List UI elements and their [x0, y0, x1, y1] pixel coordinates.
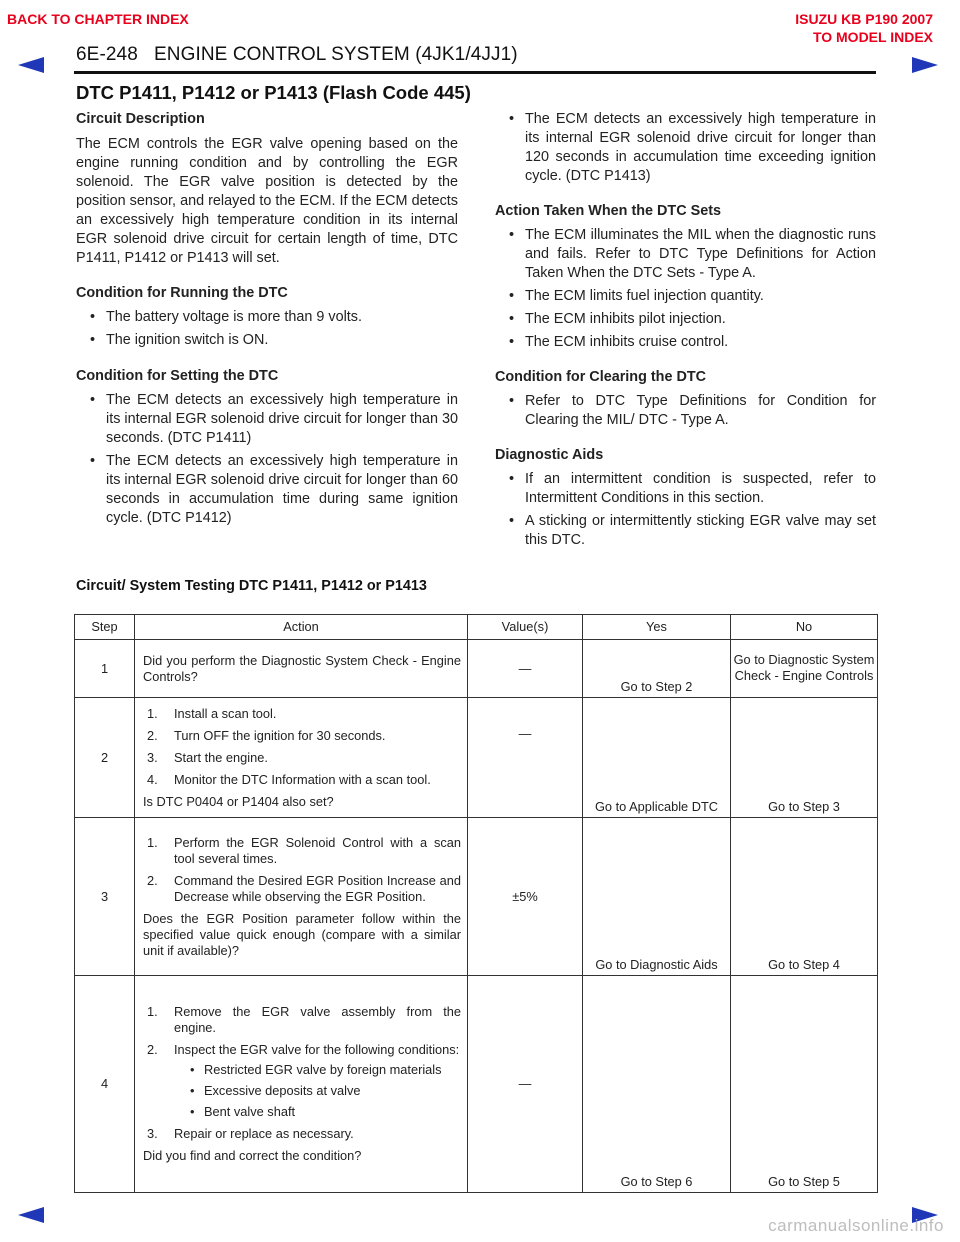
- value-cell: ±5%: [468, 818, 583, 976]
- yes-cell: Go to Step 2: [583, 640, 731, 698]
- condition-setting-list-continued: [495, 110, 876, 186]
- step-list: [143, 1004, 461, 1142]
- header-yes: Yes: [583, 615, 731, 640]
- table-row: [75, 818, 878, 976]
- step-question: Did you find and correct the condition?: [143, 1148, 362, 1163]
- header-rule: [74, 71, 876, 74]
- list-item: 1. Install a scan tool.: [147, 705, 277, 721]
- list-item: • The ignition switch is ON.: [90, 332, 269, 348]
- header-action: Action: [135, 615, 468, 640]
- list-item: • If an intermittent condition is suspected, refer to Intermittent Conditions in this section.: [509, 471, 876, 506]
- action-cell: [135, 640, 468, 698]
- value-cell: —: [468, 698, 583, 818]
- back-to-chapter-index-link[interactable]: BACK TO CHAPTER INDEX: [7, 11, 189, 27]
- table-row: [75, 640, 878, 698]
- circuit-testing-title: Circuit/ System Testing DTC P1411, P1412 or P1413: [76, 578, 427, 594]
- action-taken-list: [495, 226, 876, 352]
- section-heading-circuit-description: Circuit Description: [76, 111, 205, 127]
- list-item: • Bent valve shaft: [190, 1104, 296, 1119]
- step-question: Did you perform the Diagnostic System Check - Engine Controls?: [143, 652, 461, 684]
- list-item: 3. Start the engine.: [147, 749, 268, 765]
- condition-clearing-list: [495, 392, 876, 430]
- action-cell: [135, 818, 468, 976]
- section-heading-diagnostic-aids: Diagnostic Aids: [495, 447, 604, 463]
- step-question: Is DTC P0404 or P1404 also set?: [143, 793, 334, 809]
- list-item: • The ECM inhibits cruise control.: [509, 334, 729, 350]
- action-cell: [135, 698, 468, 818]
- section-heading-condition-setting: Condition for Setting the DTC: [76, 368, 279, 384]
- list-item: 4. Monitor the DTC Information with a scan tool.: [147, 771, 431, 787]
- header-step: Step: [75, 615, 135, 640]
- list-item: • Refer to DTC Type Definitions for Condition for Clearing the MIL/ DTC - Type A.: [509, 393, 876, 428]
- to-model-index-link[interactable]: TO MODEL INDEX: [812, 29, 933, 45]
- step-number: 4: [75, 976, 135, 1193]
- section-heading-condition-clearing: Condition for Clearing the DTC: [495, 369, 707, 385]
- prev-page-arrow-icon[interactable]: [18, 57, 44, 73]
- yes-cell: Go to Applicable DTC: [583, 698, 731, 818]
- list-item: 2. Turn OFF the ignition for 30 seconds.: [147, 727, 386, 743]
- step-number: 1: [75, 640, 135, 698]
- list-item: 1. Remove the EGR valve assembly from the engine.: [147, 1004, 461, 1035]
- section-heading-action-taken: Action Taken When the DTC Sets: [495, 203, 722, 219]
- list-item: 2. Command the Desired EGR Position Increase and Decrease while observing the EGR Position.: [147, 872, 461, 904]
- table-row: [75, 976, 878, 1193]
- no-cell: Go to Step 3: [731, 698, 878, 818]
- table-header-row: [75, 615, 878, 640]
- list-item: • The ECM detects an excessively high temperature in its internal EGR solenoid drive circuit for longer than 60 seconds in accumulation time during same ignition cycle. (DTC P1412): [90, 453, 458, 526]
- condition-sublist: [174, 1062, 461, 1120]
- list-item: • Excessive deposits at valve: [190, 1083, 361, 1098]
- no-cell: Go to Step 5: [731, 976, 878, 1193]
- step-question: Does the EGR Position parameter follow within the specified value quick enough (compare with a similar unit if available)?: [143, 910, 461, 958]
- step-number: 2: [75, 698, 135, 818]
- value-cell: —: [468, 640, 583, 698]
- yes-cell: Go to Step 6: [583, 976, 731, 1193]
- watermark: carmanualsonline.info: [768, 1216, 944, 1235]
- list-item: • The ECM detects an excessively high temperature in its internal EGR solenoid drive circuit for longer than 120 seconds in accumulation time exceeding ignition cycle. (DTC P1413): [509, 111, 876, 184]
- action-cell: [135, 976, 468, 1193]
- model-title-link[interactable]: ISUZU KB P190 2007: [795, 11, 933, 27]
- list-item: • A sticking or intermittently sticking EGR valve may set this DTC.: [509, 513, 876, 548]
- left-column: [76, 110, 458, 532]
- diagnostic-aids-list: [495, 470, 876, 550]
- list-item: • The battery voltage is more than 9 volts.: [90, 309, 362, 325]
- page-header-title: 6E-248 ENGINE CONTROL SYSTEM (4JK1/4JJ1): [76, 44, 518, 65]
- list-item: • The ECM illuminates the MIL when the diagnostic runs and fails. Refer to DTC Type Definitions for Action Taken When the DTC Sets - Type A.: [509, 227, 876, 281]
- step-list: [143, 706, 461, 788]
- list-item: 1. Perform the EGR Solenoid Control with a scan tool several times.: [147, 834, 461, 866]
- header-no: No: [731, 615, 878, 640]
- section-heading-condition-running: Condition for Running the DTC: [76, 285, 288, 301]
- condition-running-list: [76, 308, 458, 350]
- page-title: DTC P1411, P1412 or P1413 (Flash Code 445): [76, 82, 471, 103]
- list-item: • The ECM limits fuel injection quantity.: [509, 288, 764, 304]
- yes-cell: Go to Diagnostic Aids: [583, 818, 731, 976]
- list-item: • Restricted EGR valve by foreign materials: [190, 1062, 442, 1077]
- list-item: • The ECM detects an excessively high temperature in its internal EGR solenoid drive circuit for longer than 30 seconds. (DTC P1411): [90, 392, 458, 446]
- header-values: Value(s): [468, 615, 583, 640]
- diagnostic-table: [74, 614, 878, 1193]
- value-cell: —: [468, 976, 583, 1193]
- list-item: 2. Inspect the EGR valve for the following conditions: • Restricted EGR valve by foreign materials • Excessive deposits at valve • Bent valve shaft: [147, 1042, 460, 1119]
- list-item: 3. Repair or replace as necessary.: [147, 1126, 354, 1141]
- prev-page-arrow-icon[interactable]: [18, 1207, 44, 1223]
- no-cell: Go to Step 4: [731, 818, 878, 976]
- condition-setting-list: [76, 391, 458, 528]
- next-page-arrow-icon[interactable]: [912, 57, 938, 73]
- right-column: [495, 110, 876, 554]
- step-number: 3: [75, 818, 135, 976]
- step-list: [143, 835, 461, 905]
- no-cell: Go to Diagnostic System Check - Engine Controls: [731, 640, 878, 698]
- list-item: • The ECM inhibits pilot injection.: [509, 311, 726, 327]
- circuit-description-text: The ECM controls the EGR valve opening based on the engine running condition and by controlling the EGR solenoid. The EGR valve position is detected by the position sensor, and relayed to the ECM. If the ECM detects an excessively high temperature condition in its internal EGR solenoid drive circuit for certain length of time, DTC P1411, P1412 or P1413 will set.: [76, 136, 458, 266]
- table-row: [75, 698, 878, 818]
